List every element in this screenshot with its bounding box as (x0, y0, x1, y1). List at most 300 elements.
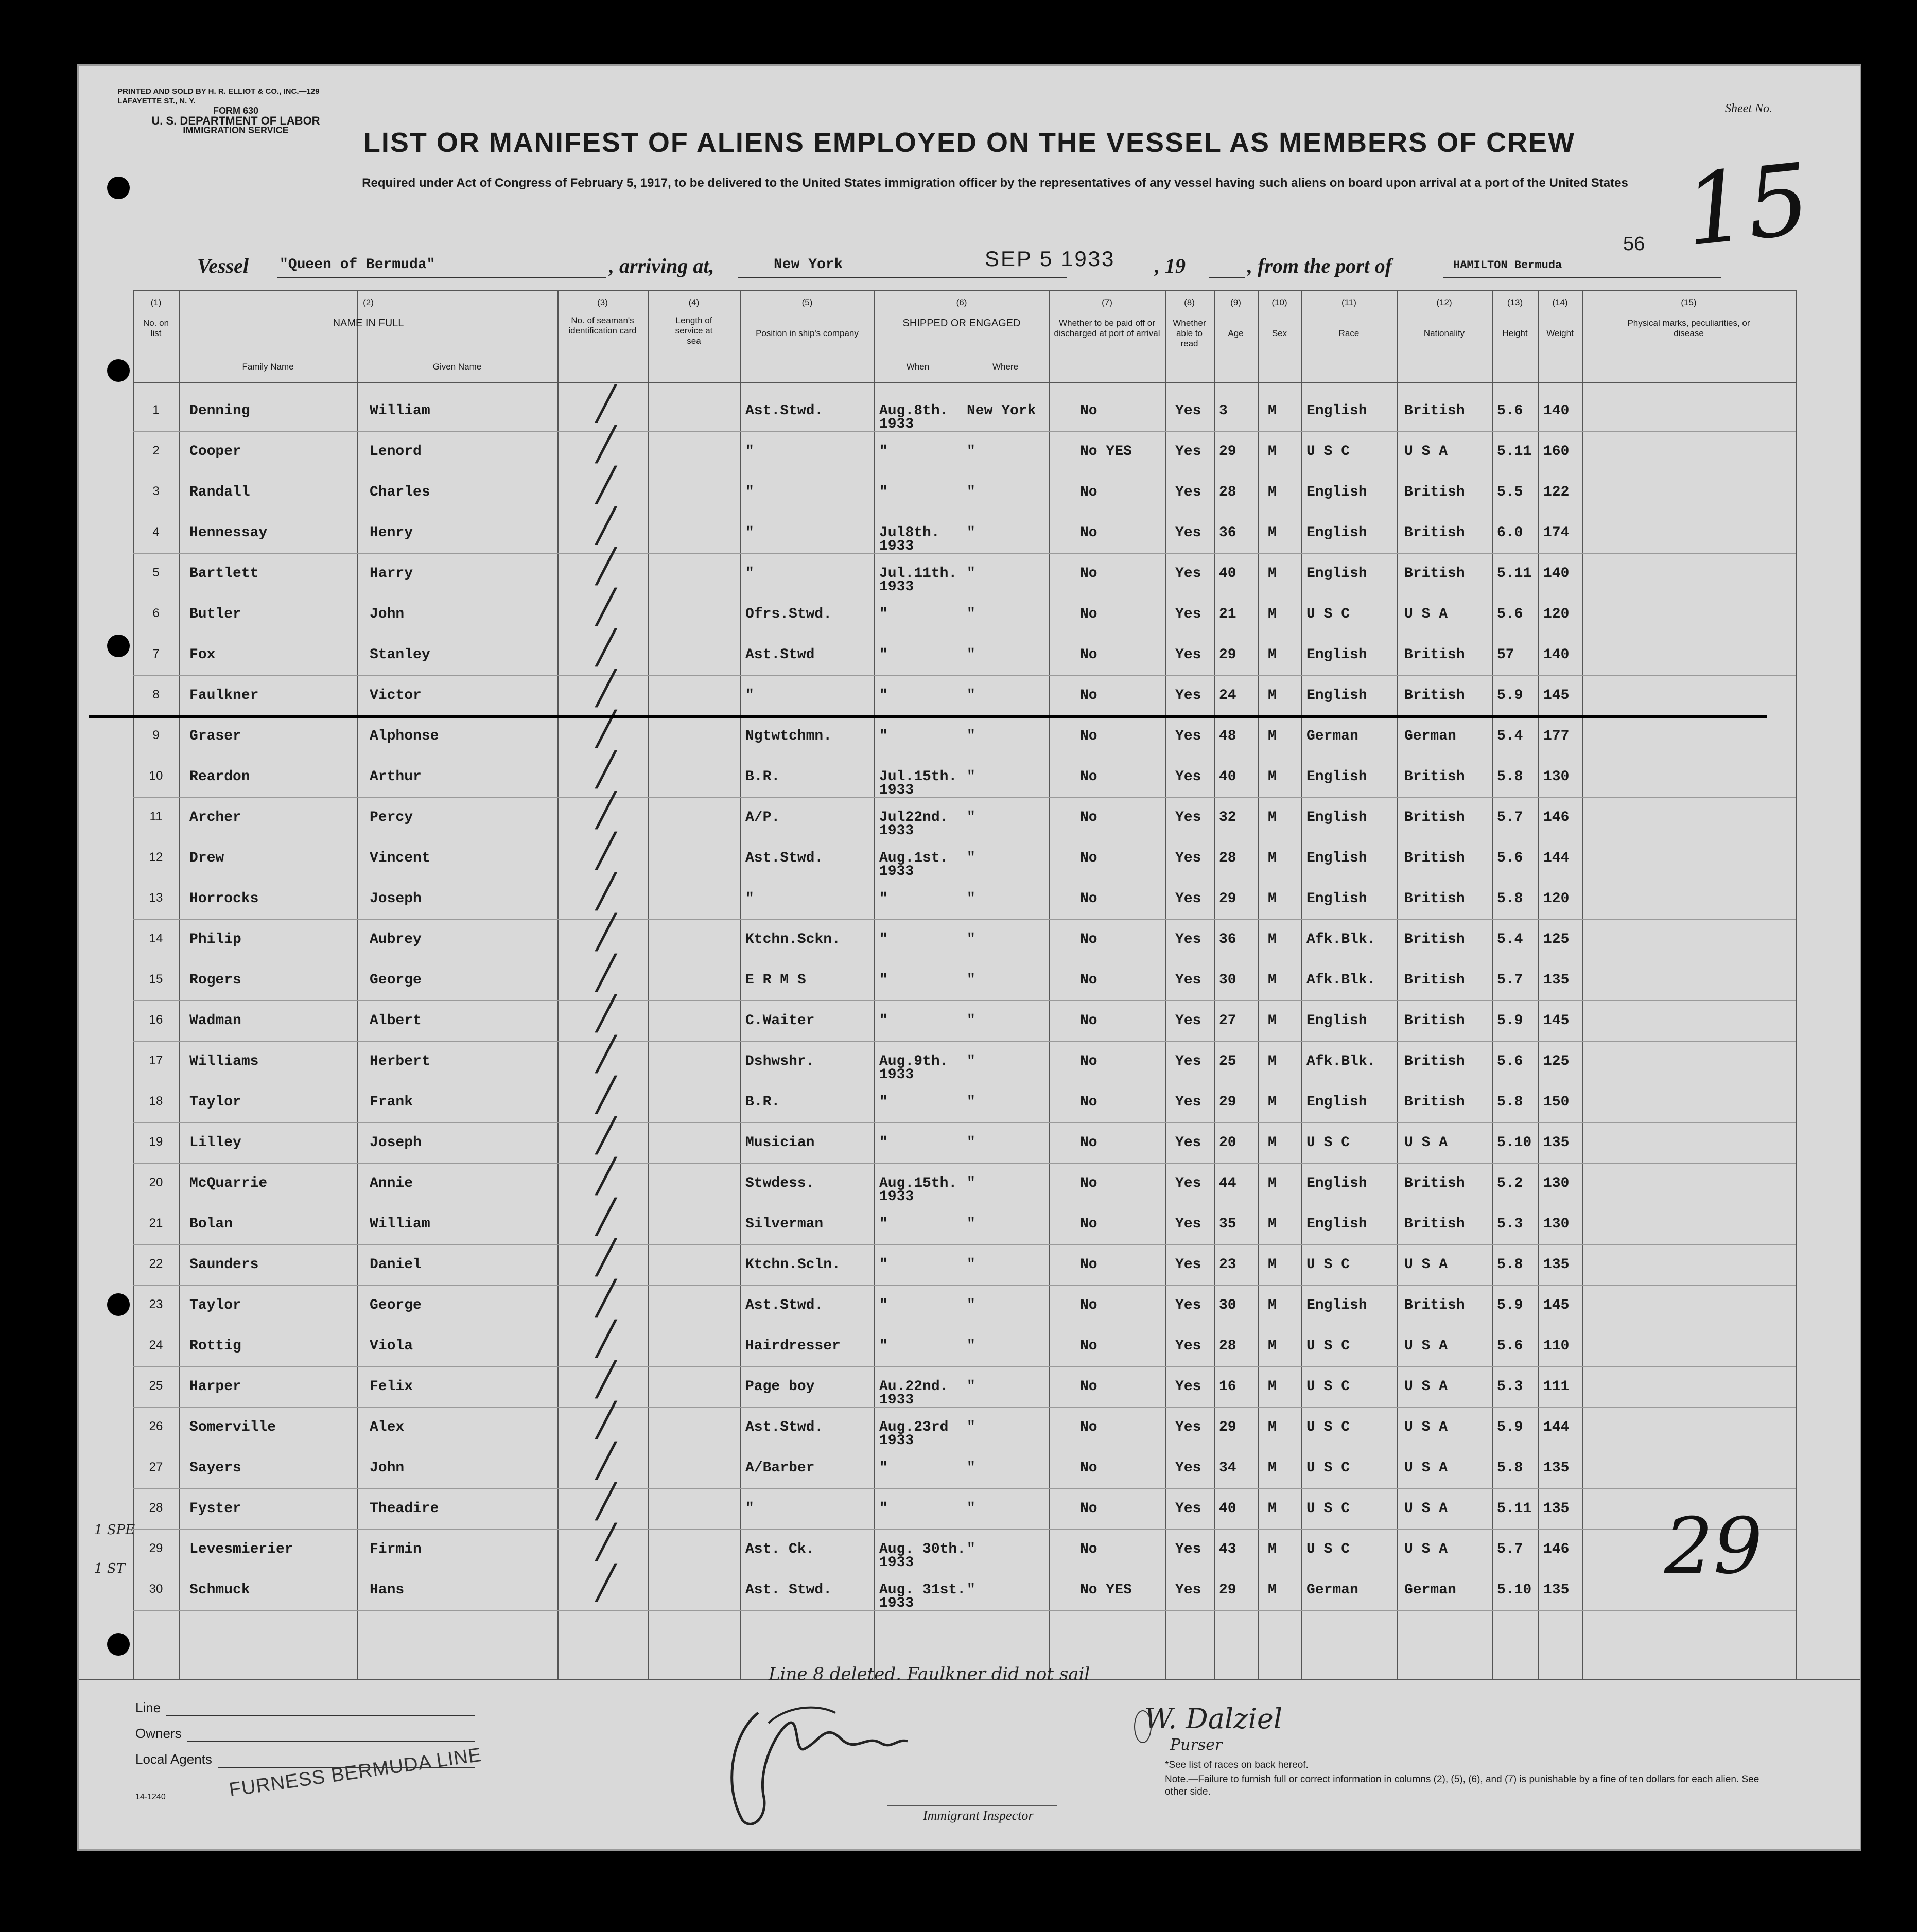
check-mark-icon: ╱ (596, 629, 616, 667)
grid-line (133, 675, 1796, 676)
arriving-label: , arriving at, (609, 254, 714, 277)
cell-position: Ast.Stwd. (745, 1419, 824, 1435)
cell-read: Yes (1175, 1419, 1201, 1435)
cell-when: " (879, 932, 888, 947)
cell-nationality: British (1404, 769, 1465, 785)
page-subtitle: Required under Act of Congress of February 5, 1917, to be delivered to the United States immigration officer by the representatives of any vessel having such aliens on board upon arrival at a port of the United States (362, 176, 1628, 190)
binder-hole (107, 177, 130, 199)
binder-hole (107, 1633, 130, 1656)
cell-position: " (745, 444, 754, 460)
cell-given: Charles (370, 484, 430, 500)
cell-read: Yes (1175, 647, 1201, 663)
cell-race: English (1306, 1094, 1367, 1110)
cell-age: 44 (1219, 1175, 1236, 1191)
cell-read: Yes (1175, 1013, 1201, 1029)
cell-race: English (1306, 850, 1367, 866)
cell-no: 11 (149, 810, 163, 823)
cell-given: Herbert (370, 1053, 430, 1069)
col-header-label: SHIPPED OR ENGAGED (902, 318, 1021, 329)
check-mark-icon: ╱ (596, 1442, 616, 1480)
side-mark: 1 ST (94, 1561, 125, 1576)
cell-paid: No (1080, 647, 1097, 663)
check-mark-icon: ╱ (596, 995, 616, 1033)
cell-age: 29 (1219, 891, 1236, 907)
cell-race: Afk.Blk. (1306, 972, 1376, 988)
cell-position: Ngtwtchmn. (745, 728, 832, 744)
cell-when: Jul22nd. (879, 810, 949, 826)
cell-read: Yes (1175, 932, 1201, 947)
cell-height: 5.6 (1497, 403, 1523, 419)
cell-weight: 120 (1543, 891, 1570, 907)
cell-sex: M (1268, 1216, 1277, 1232)
cell-height: 5.6 (1497, 850, 1523, 866)
page-title: LIST OR MANIFEST OF ALIENS EMPLOYED ON THE VESSEL AS MEMBERS OF CREW (363, 127, 1576, 158)
col-subheader: Where (992, 362, 1019, 372)
cell-read: Yes (1175, 1094, 1201, 1110)
cell-position: Ast. Ck. (745, 1541, 815, 1557)
cell-given: Aubrey (370, 932, 422, 947)
cell-where: " (967, 606, 975, 622)
cell-where: " (967, 932, 975, 947)
grid-line (1796, 290, 1797, 1679)
cell-nationality: British (1404, 647, 1465, 663)
cell-position: Ast. Stwd. (745, 1582, 832, 1598)
cell-sex: M (1268, 1582, 1277, 1598)
grid-line (133, 290, 1796, 291)
cell-nationality: British (1404, 1175, 1465, 1191)
cell-age: 21 (1219, 606, 1236, 622)
col-subheader: Given Name (432, 362, 482, 372)
grid-line (133, 1163, 1796, 1164)
cell-position: A/Barber (745, 1460, 815, 1476)
cell-age: 20 (1219, 1135, 1236, 1151)
cell-height: 57 (1497, 647, 1514, 663)
cell-family: Taylor (189, 1094, 241, 1110)
line-underline (166, 1715, 475, 1716)
cell-where: " (967, 1338, 975, 1354)
cell-race: English (1306, 891, 1367, 907)
check-mark-icon: ╱ (596, 1320, 616, 1358)
cell-read: Yes (1175, 403, 1201, 419)
cell-where: " (967, 810, 975, 826)
cell-weight: 130 (1543, 769, 1570, 785)
cell-weight: 160 (1543, 444, 1570, 460)
cell-given: Albert (370, 1013, 422, 1029)
cell-read: Yes (1175, 1501, 1201, 1517)
fine-note: Note.—Failure to furnish full or correct information in columns (2), (5), (6), and (7) is punishable by a fine of ten dollars for each alien. See other side. (1165, 1774, 1759, 1797)
cell-height: 5.9 (1497, 688, 1523, 704)
cell-nationality: British (1404, 484, 1465, 500)
cell-sex: M (1268, 810, 1277, 826)
cell-paid: No (1080, 1379, 1097, 1395)
cell-family: Archer (189, 810, 241, 826)
port-underline (738, 277, 1067, 278)
cell-sex: M (1268, 1135, 1277, 1151)
cell-position: " (745, 688, 754, 704)
cell-no: 12 (149, 850, 163, 864)
cell-weight: 135 (1543, 1501, 1570, 1517)
cell-race: English (1306, 647, 1367, 663)
cell-where: " (967, 1541, 975, 1557)
cell-no: 9 (152, 728, 160, 742)
cell-read: Yes (1175, 1175, 1201, 1191)
cell-given: Hans (370, 1582, 405, 1598)
cell-height: 6.0 (1497, 525, 1523, 541)
cell-paid: No (1080, 769, 1097, 785)
cell-race: English (1306, 1175, 1367, 1191)
handwritten-sheet-number: 15 (1679, 142, 1815, 269)
cell-family: Sayers (189, 1460, 241, 1476)
cell-given: Lenord (370, 444, 422, 460)
cell-where: " (967, 769, 975, 785)
cell-height: 5.5 (1497, 484, 1523, 500)
check-mark-icon: ╱ (596, 1279, 616, 1318)
cell-family: Taylor (189, 1297, 241, 1313)
cell-family: Levesmierier (189, 1541, 293, 1557)
cell-where: " (967, 647, 975, 663)
cell-nationality: U S A (1404, 606, 1448, 622)
check-mark-icon: ╱ (596, 1361, 616, 1399)
cell-race: German (1306, 728, 1358, 744)
cell-nationality: U S A (1404, 1541, 1448, 1557)
cell-when-year: 1933 (879, 823, 914, 839)
cell-weight: 125 (1543, 1053, 1570, 1069)
cell-race: English (1306, 1216, 1367, 1232)
vessel-line (197, 247, 1741, 285)
cell-read: Yes (1175, 1257, 1201, 1273)
cell-family: McQuarrie (189, 1175, 268, 1191)
cell-position: C.Waiter (745, 1013, 815, 1029)
handwritten-total: 29 (1664, 1502, 1763, 1591)
cell-no: 20 (149, 1175, 163, 1189)
page-number: 56 (1623, 233, 1645, 255)
col-header-label: Position in ship's company (756, 328, 859, 338)
col-header-label: Length of service at sea (675, 315, 713, 346)
cell-sex: M (1268, 932, 1277, 947)
col-header-num: (12) (1436, 297, 1452, 307)
cell-when-year: 1933 (879, 1555, 914, 1571)
cell-nationality: U S A (1404, 1257, 1448, 1273)
col-header-num: (5) (801, 297, 813, 307)
inspector-label: Immigrant Inspector (923, 1808, 1034, 1823)
check-mark-icon: ╱ (596, 588, 616, 626)
cell-where: " (967, 850, 975, 866)
cell-position: Ast.Stwd. (745, 1297, 824, 1313)
cell-weight: 110 (1543, 1338, 1570, 1354)
cell-when: " (879, 891, 888, 907)
cell-read: Yes (1175, 1053, 1201, 1069)
col-header-num: (9) (1230, 297, 1241, 307)
agent-stamp: FURNESS BERMUDA LINE (228, 1744, 483, 1801)
cell-nationality: British (1404, 810, 1465, 826)
deletion-note: Line 8 deleted. Faulkner did not sail (769, 1664, 1090, 1684)
cell-paid: No (1080, 1094, 1097, 1110)
cell-when: Jul8th. (879, 525, 940, 541)
col-header-num: (14) (1552, 297, 1568, 307)
cell-paid: No (1080, 403, 1097, 419)
cell-height: 5.3 (1497, 1216, 1523, 1232)
cell-paid: No (1080, 1216, 1097, 1232)
cell-position: Ast.Stwd. (745, 850, 824, 866)
cell-age: 40 (1219, 1501, 1236, 1517)
cell-paid: No (1080, 1257, 1097, 1273)
grid-line (1258, 290, 1259, 1679)
cell-when: Aug.8th. (879, 403, 949, 419)
cell-family: Graser (189, 728, 241, 744)
cell-nationality: German (1404, 1582, 1456, 1598)
cell-no: 27 (149, 1460, 163, 1474)
cell-where: " (967, 1419, 975, 1435)
cell-given: John (370, 606, 405, 622)
cell-given: George (370, 1297, 422, 1313)
cell-age: 35 (1219, 1216, 1236, 1232)
cell-paid: No (1080, 1175, 1097, 1191)
grid-line (357, 290, 358, 1679)
cell-when: " (879, 1013, 888, 1029)
cell-sex: M (1268, 444, 1277, 460)
check-mark-icon: ╱ (596, 751, 616, 789)
cell-weight: 130 (1543, 1216, 1570, 1232)
cell-when-year: 1933 (879, 1067, 914, 1083)
cell-where: " (967, 1216, 975, 1232)
cell-race: Afk.Blk. (1306, 932, 1376, 947)
cell-weight: 135 (1543, 1257, 1570, 1273)
col-header-num: (4) (688, 297, 700, 307)
col-header-label: Race (1338, 328, 1360, 338)
cell-nationality: U S A (1404, 1379, 1448, 1395)
col-subheader: Family Name (242, 362, 294, 372)
cell-where: " (967, 1297, 975, 1313)
grid-line (133, 1488, 1796, 1489)
cell-read: Yes (1175, 566, 1201, 582)
cell-nationality: U S A (1404, 444, 1448, 460)
col-header-num: (3) (597, 297, 608, 307)
cell-no: 6 (152, 606, 160, 620)
grid-line (133, 1529, 1796, 1530)
col-header-label: NAME IN FULL (333, 318, 404, 329)
cell-age: 29 (1219, 647, 1236, 663)
cell-age: 25 (1219, 1053, 1236, 1069)
col-header-label: Nationality (1423, 328, 1465, 338)
cell-when: " (879, 1297, 888, 1313)
cell-when: " (879, 647, 888, 663)
cell-when: Au.22nd. (879, 1379, 949, 1395)
grid-line (179, 290, 180, 1679)
cell-position: " (745, 566, 754, 582)
cell-read: Yes (1175, 606, 1201, 622)
cell-height: 5.10 (1497, 1582, 1532, 1598)
check-mark-icon: ╱ (596, 1157, 616, 1196)
check-mark-icon: ╱ (596, 548, 616, 586)
printer-line: PRINTED AND SOLD BY H. R. ELLIOT & CO., INC.—129 LAFAYETTE ST., N. Y. (117, 87, 320, 106)
cell-position: Stwdess. (745, 1175, 815, 1191)
cell-paid: No (1080, 1053, 1097, 1069)
cell-age: 34 (1219, 1460, 1236, 1476)
date-stamp: SEP 5 1933 (985, 247, 1116, 271)
cell-height: 5.4 (1497, 932, 1523, 947)
cell-paid: No YES (1080, 1582, 1132, 1598)
grid-line (1301, 290, 1302, 1679)
cell-weight: 145 (1543, 688, 1570, 704)
cell-family: Butler (189, 606, 241, 622)
col-header-label: Height (1502, 328, 1528, 338)
cell-height: 5.6 (1497, 606, 1523, 622)
cell-where: " (967, 688, 975, 704)
cell-read: Yes (1175, 769, 1201, 785)
cell-race: English (1306, 1013, 1367, 1029)
cell-when: Aug.9th. (879, 1053, 949, 1069)
grid-line (1165, 290, 1166, 1679)
cell-age: 27 (1219, 1013, 1236, 1029)
col-header-label: Sex (1271, 328, 1287, 338)
vessel-name: "Queen of Bermuda" (280, 257, 435, 273)
cell-weight: 144 (1543, 850, 1570, 866)
line-label: Line (135, 1700, 161, 1715)
cell-no: 28 (149, 1501, 163, 1515)
cell-weight: 145 (1543, 1013, 1570, 1029)
cell-height: 5.9 (1497, 1013, 1523, 1029)
cell-age: 3 (1219, 403, 1228, 419)
manifest-sheet (77, 64, 1861, 1851)
cell-read: Yes (1175, 1460, 1201, 1476)
cell-given: Alex (370, 1419, 405, 1435)
cell-paid: No (1080, 1338, 1097, 1354)
check-mark-icon: ╱ (596, 385, 616, 423)
cell-no: 22 (149, 1257, 163, 1271)
cell-paid: No (1080, 972, 1097, 988)
cell-family: Denning (189, 403, 250, 419)
cell-when: " (879, 1501, 888, 1517)
cell-weight: 130 (1543, 1175, 1570, 1191)
cell-sex: M (1268, 1094, 1277, 1110)
cell-nationality: U S A (1404, 1460, 1448, 1476)
cell-family: Lilley (189, 1135, 241, 1151)
cell-race: English (1306, 688, 1367, 704)
cell-height: 5.7 (1497, 1541, 1523, 1557)
cell-when-year: 1933 (879, 864, 914, 880)
cell-height: 5.8 (1497, 891, 1523, 907)
cell-age: 48 (1219, 728, 1236, 744)
cell-where: " (967, 566, 975, 582)
cell-weight: 125 (1543, 932, 1570, 947)
cell-given: Annie (370, 1175, 413, 1191)
cell-sex: M (1268, 1501, 1277, 1517)
cell-no: 2 (152, 444, 160, 458)
cell-no: 14 (149, 932, 163, 945)
cell-paid: No (1080, 1297, 1097, 1313)
cell-where: " (967, 444, 975, 460)
grid-line (1214, 290, 1215, 1679)
cell-given: Felix (370, 1379, 413, 1395)
cell-sex: M (1268, 972, 1277, 988)
cell-nationality: British (1404, 1013, 1465, 1029)
cell-sex: M (1268, 566, 1277, 582)
cell-position: B.R. (745, 769, 780, 785)
cell-no: 15 (149, 972, 163, 986)
cell-read: Yes (1175, 1338, 1201, 1354)
cell-age: 28 (1219, 850, 1236, 866)
cell-height: 5.9 (1497, 1297, 1523, 1313)
cell-sex: M (1268, 850, 1277, 866)
cell-position: Dshwshr. (745, 1053, 815, 1069)
cell-no: 25 (149, 1379, 163, 1393)
cell-race: English (1306, 810, 1367, 826)
cell-nationality: British (1404, 1297, 1465, 1313)
cell-no: 24 (149, 1338, 163, 1352)
grid-line (1049, 290, 1050, 1679)
grid-line (133, 1000, 1796, 1001)
cell-paid: No (1080, 484, 1097, 500)
grid-line (1492, 290, 1493, 1679)
cell-position: Silverman (745, 1216, 824, 1232)
binder-hole (107, 1293, 130, 1316)
cell-age: 36 (1219, 932, 1236, 947)
cell-family: Fyster (189, 1501, 241, 1517)
cell-given: Viola (370, 1338, 413, 1354)
cell-height: 5.11 (1497, 1501, 1532, 1517)
cell-when: " (879, 1338, 888, 1354)
check-mark-icon: ╱ (596, 466, 616, 504)
cell-weight: 135 (1543, 1460, 1570, 1476)
cell-age: 36 (1219, 525, 1236, 541)
cell-family: Schmuck (189, 1582, 250, 1598)
vessel-label: Vessel (197, 254, 249, 277)
cell-weight: 122 (1543, 484, 1570, 500)
cell-when-year: 1933 (879, 1433, 914, 1449)
cell-given: Joseph (370, 891, 422, 907)
cell-sex: M (1268, 1297, 1277, 1313)
cell-given: Firmin (370, 1541, 422, 1557)
cell-paid: No (1080, 688, 1097, 704)
cell-weight: 111 (1543, 1379, 1570, 1395)
col-header-num: (10) (1271, 297, 1287, 307)
cell-paid: No (1080, 606, 1097, 622)
cell-given: Alphonse (370, 728, 439, 744)
col-header-label: No. on list (143, 318, 169, 338)
cell-read: Yes (1175, 810, 1201, 826)
col-header-label: Whether able to read (1173, 318, 1206, 348)
cell-height: 5.11 (1497, 566, 1532, 582)
col-header-num: (11) (1341, 297, 1356, 307)
cell-weight: 146 (1543, 810, 1570, 826)
cell-nationality: British (1404, 891, 1465, 907)
cell-no: 17 (149, 1053, 163, 1067)
cell-given: Joseph (370, 1135, 422, 1151)
col-header-label: Whether to be paid off or discharged at port of arrival (1054, 318, 1160, 338)
binder-hole (107, 635, 130, 657)
cell-when: Aug. 31st. (879, 1582, 966, 1598)
local-agents-label: Local Agents (135, 1751, 212, 1767)
cell-no: 19 (149, 1135, 163, 1149)
cell-position: " (745, 484, 754, 500)
cell-paid: No (1080, 1013, 1097, 1029)
cell-where: " (967, 891, 975, 907)
cell-when: " (879, 1257, 888, 1273)
cell-family: Bartlett (189, 566, 259, 582)
cell-sex: M (1268, 688, 1277, 704)
cell-height: 5.10 (1497, 1135, 1532, 1151)
cell-race: U S C (1306, 1541, 1350, 1557)
cell-nationality: British (1404, 1216, 1465, 1232)
cell-age: 29 (1219, 1094, 1236, 1110)
year-underline (1209, 277, 1245, 278)
cell-given: William (370, 403, 430, 419)
cell-age: 40 (1219, 769, 1236, 785)
cell-when: Jul.11th. (879, 566, 957, 582)
cell-when: " (879, 484, 888, 500)
cell-sex: M (1268, 647, 1277, 663)
cell-race: English (1306, 1297, 1367, 1313)
